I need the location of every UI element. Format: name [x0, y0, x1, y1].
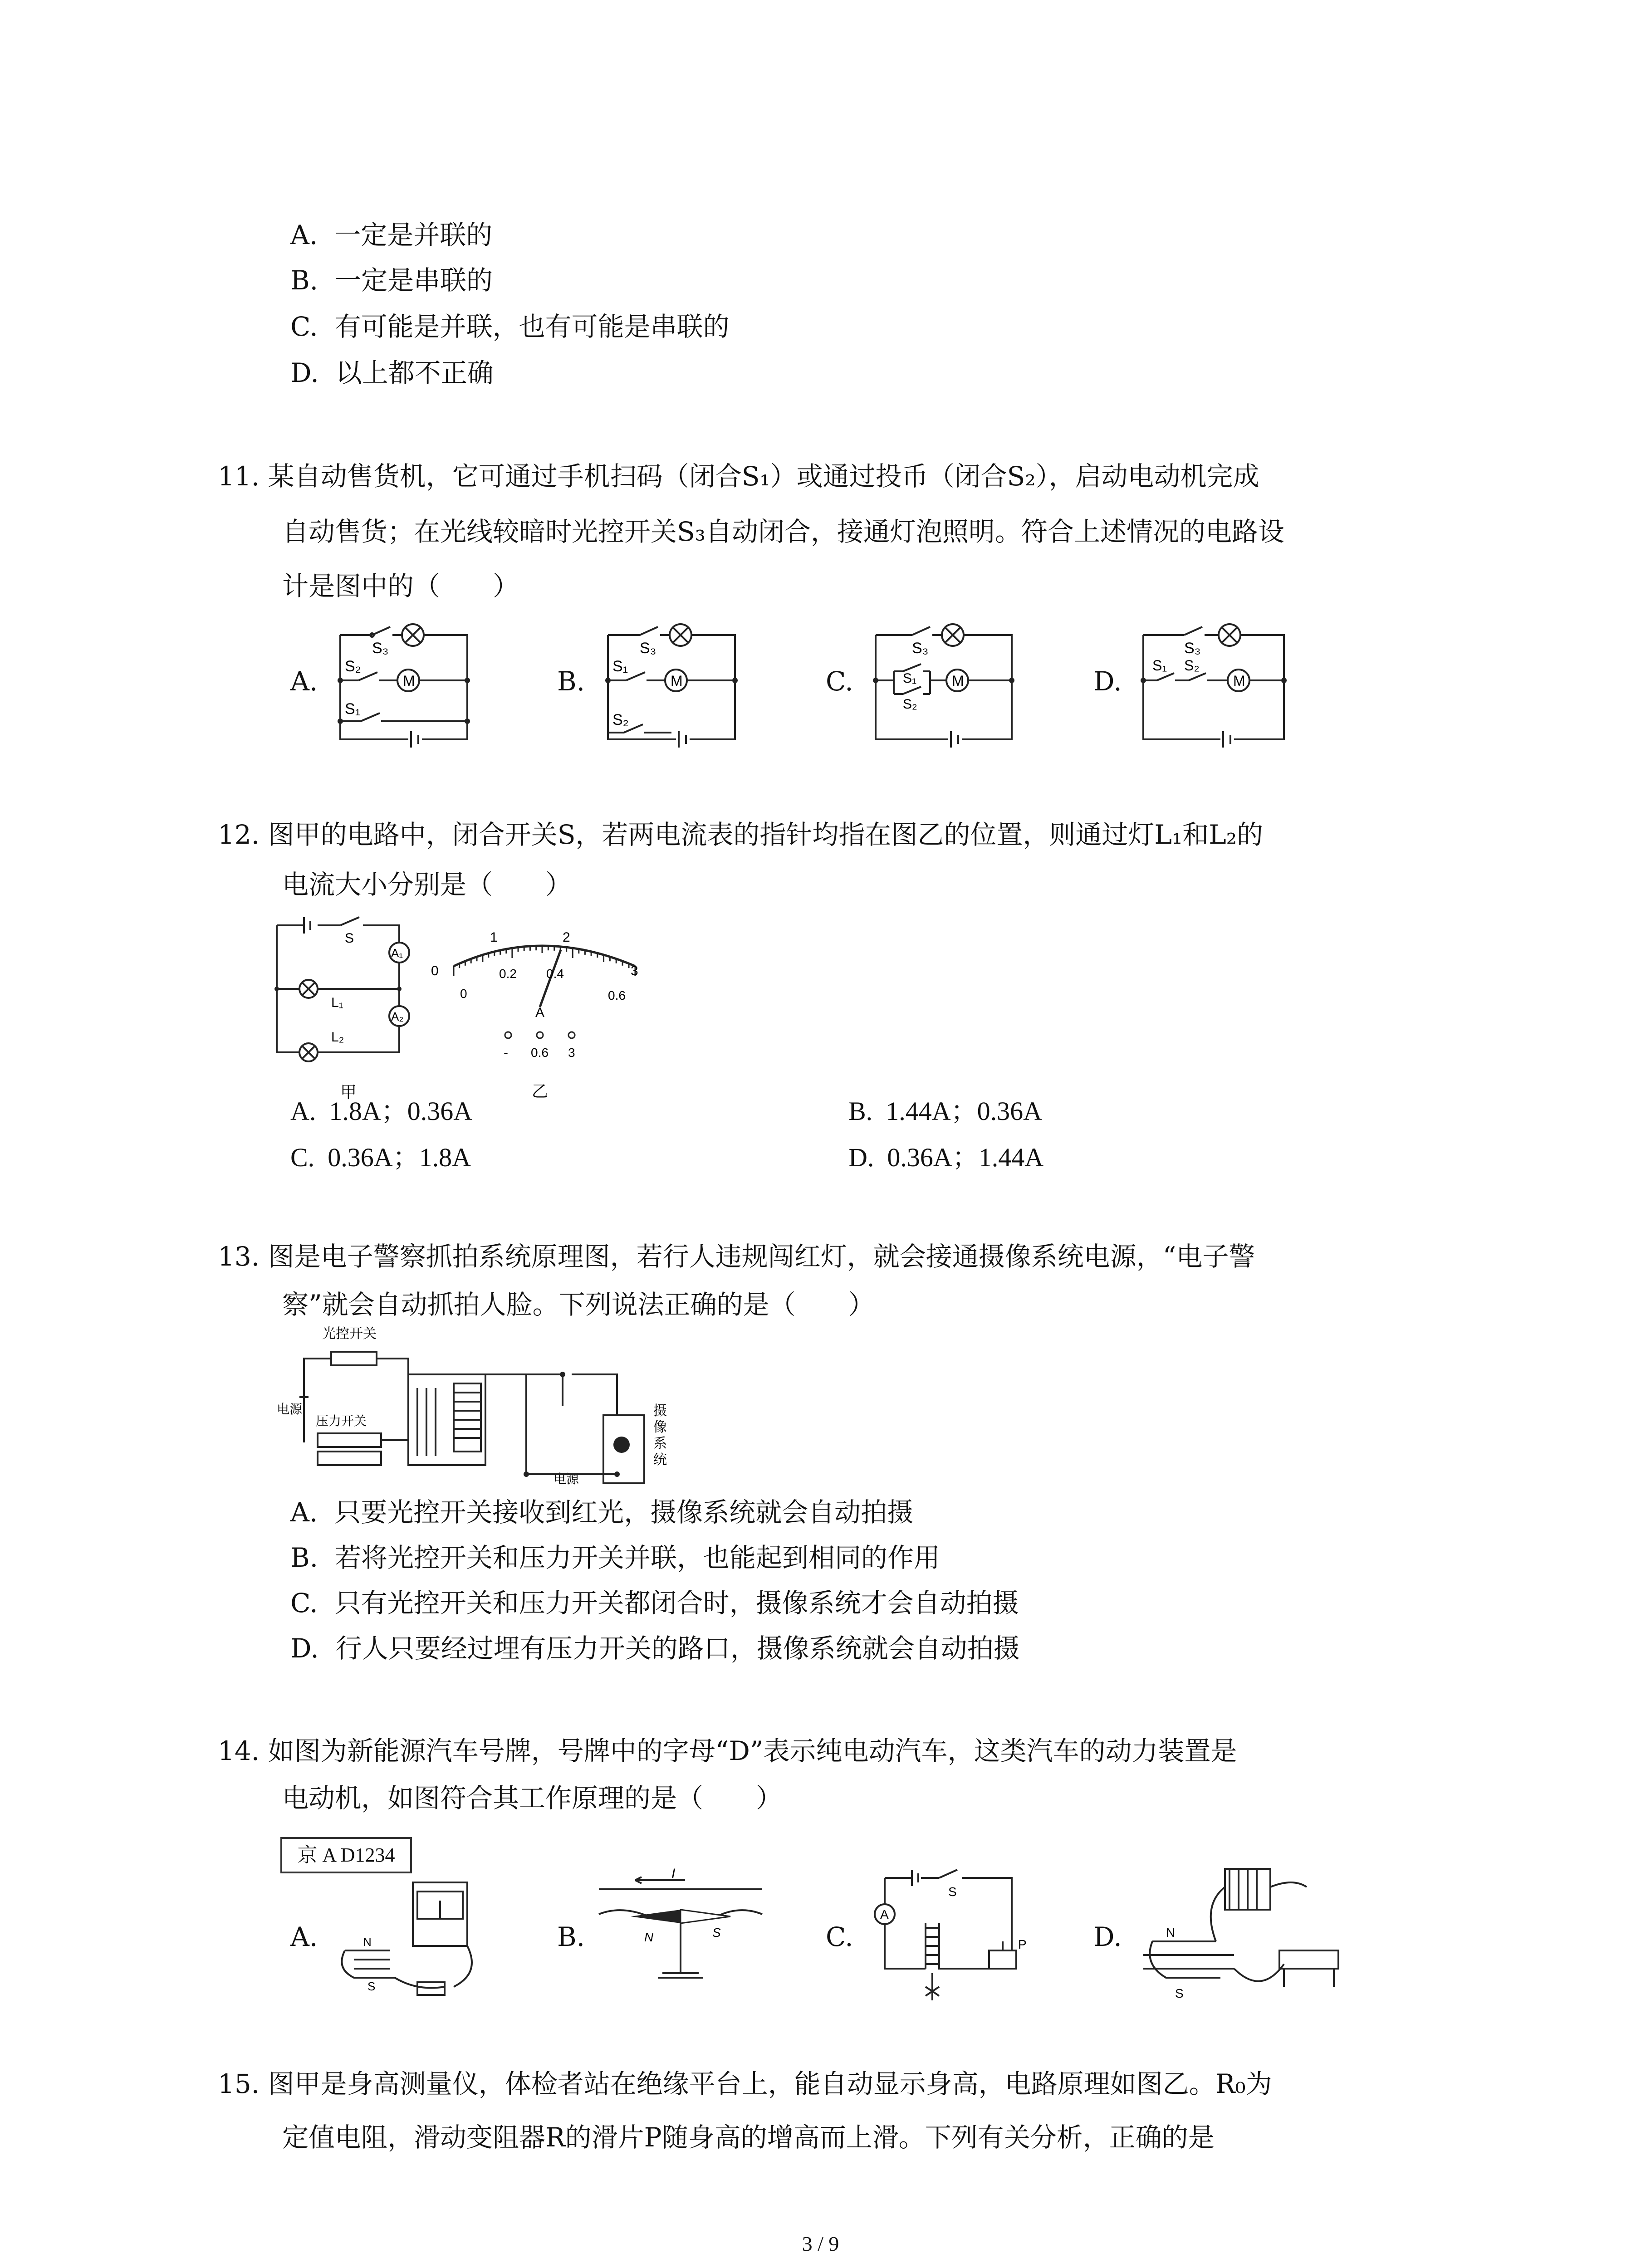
option-text: 0.36A；1.44A — [887, 1143, 1044, 1172]
option-label: A. — [290, 220, 318, 250]
s1-label: S₁ — [903, 671, 917, 686]
magnet-s-label: S — [1175, 1986, 1184, 2000]
needle-n-label: N — [644, 1930, 654, 1944]
ammeter-a2-label: A₂ — [391, 1010, 404, 1023]
fig-yi-label: 乙 — [532, 1082, 549, 1100]
q10-option-b — [290, 262, 493, 298]
q13-option-c — [290, 1585, 1019, 1621]
q14-option-a-label: A. — [290, 1921, 318, 1952]
s3-label: S₃ — [372, 640, 389, 657]
q11-stem-line-1 — [218, 458, 1259, 494]
q11-option-a-label: A. — [290, 666, 318, 697]
option-text: 只要光控开关接收到红光，摄像系统就会自动拍摄 — [334, 1497, 914, 1528]
option-text: 1.8A；0.36A — [329, 1096, 473, 1126]
small-scale-0: 0 — [460, 987, 467, 1001]
q12-ammeter-yi — [426, 916, 662, 1107]
q12-stem-line-1 — [218, 816, 1263, 853]
option-label: D. — [848, 1143, 874, 1172]
q14-figure-b — [594, 1864, 767, 1996]
q11-circuit-c — [871, 608, 1016, 748]
option-text: 1.44A；0.36A — [886, 1096, 1042, 1126]
q11-stem-line-2: 自动售货；在光线较暗时光控开关S₃自动闭合，接通灯泡照明。符合上述情况的电路设 — [282, 516, 1284, 547]
s3-label: S₃ — [1184, 640, 1201, 657]
page-number: 3 / 9 — [802, 2232, 839, 2255]
motor-label: M — [403, 673, 415, 689]
question-text: 图甲的电路中，闭合开关S，若两电流表的指针均指在图乙的位置，则通过灯L₁和L₂的 — [268, 819, 1263, 850]
s1-label: S₁ — [1152, 657, 1167, 674]
s2-label: S₂ — [903, 697, 917, 712]
meter-unit: A — [535, 1005, 545, 1020]
q11-circuit-a — [336, 608, 472, 748]
big-scale-0: 0 — [431, 963, 439, 978]
magnet-n-label: N — [1166, 1926, 1176, 1940]
power-bottom-label: 电源 — [554, 1472, 579, 1486]
switch-s-label: S — [345, 931, 354, 946]
question-text: 某自动售货机，它可通过手机扫码（闭合S₁）或通过投币（闭合S₂），启动电动机完成 — [268, 461, 1259, 492]
q11-circuit-d — [1139, 608, 1288, 748]
question-text: 图是电子警察抓拍系统原理图，若行人违规闯红灯，就会接通摄像系统电源，“电子警 — [268, 1241, 1255, 1272]
q12-option-c — [290, 1139, 471, 1176]
q14-option-d-label: D. — [1093, 1921, 1122, 1952]
q11-circuit-b — [603, 608, 740, 748]
slider-p-label: P — [1018, 1937, 1027, 1951]
option-text: 一定是串联的 — [334, 265, 493, 296]
option-text: 若将光控开关和压力开关并联，也能起到相同的作用 — [334, 1542, 940, 1573]
question-number: 14. — [218, 1735, 260, 1766]
option-text: 以上都不正确 — [335, 357, 494, 388]
terminal-minus: - — [504, 1045, 508, 1060]
s2-label: S₂ — [612, 711, 629, 728]
q10-option-c — [290, 308, 730, 345]
license-plate: 京 A D1234 — [280, 1837, 412, 1873]
s2-label: S₂ — [345, 658, 361, 675]
pressure-switch-label: 压力开关 — [316, 1414, 367, 1428]
option-label: B. — [290, 265, 318, 296]
s2-label: S₂ — [1184, 657, 1200, 674]
lamp-l2-label: L₂ — [331, 1030, 344, 1045]
small-scale-3: 0.6 — [608, 988, 626, 1002]
camera-label-3: 系 — [653, 1436, 667, 1451]
q14-stem-line-1 — [218, 1733, 1237, 1769]
q13-option-a — [290, 1494, 913, 1530]
camera-label-4: 统 — [653, 1452, 667, 1467]
big-scale-2: 2 — [563, 930, 570, 945]
camera-label-2: 像 — [653, 1420, 667, 1435]
current-i-label: I — [671, 1866, 676, 1881]
q10-option-a — [290, 217, 492, 253]
option-text: 一定是并联的 — [334, 220, 493, 250]
option-text: 只有光控开关和压力开关都闭合时，摄像系统才会自动拍摄 — [334, 1588, 1019, 1618]
magnet-n-label: N — [363, 1935, 372, 1949]
q10-option-d — [290, 355, 494, 391]
big-scale-1: 1 — [490, 930, 498, 945]
q14-figure-d — [1134, 1860, 1361, 2005]
small-scale-2: 0.4 — [546, 967, 564, 981]
question-number: 13. — [218, 1241, 260, 1272]
small-scale-1: 0.2 — [499, 967, 517, 981]
power-left-label: 电源 — [277, 1402, 303, 1416]
option-label: B. — [848, 1096, 873, 1126]
big-scale-3: 3 — [631, 963, 638, 978]
q14-option-b-label: B. — [557, 1921, 585, 1952]
option-text: 0.36A；1.8A — [328, 1143, 471, 1172]
option-label: C. — [290, 1588, 318, 1618]
q12-option-b — [848, 1093, 1042, 1129]
option-label: D. — [290, 357, 319, 388]
needle-s-label: S — [712, 1926, 721, 1940]
magnet-s-label: S — [367, 1980, 376, 1993]
question-number: 11. — [218, 461, 260, 492]
option-label: C. — [290, 1143, 315, 1172]
question-number: 12. — [218, 819, 260, 850]
q13-circuit-diagram — [272, 1325, 681, 1497]
q11-stem-line-3: 计是图中的（ ） — [282, 571, 519, 601]
q12-option-a — [290, 1093, 472, 1129]
s3-label: S₃ — [640, 640, 656, 657]
q11-option-d-label: D. — [1093, 666, 1122, 697]
motor-label: M — [671, 673, 683, 689]
q12-stem-line-2: 电流大小分别是（ ） — [282, 869, 572, 900]
option-text: 有可能是并联，也有可能是串联的 — [334, 311, 730, 342]
question-number: 15. — [218, 2068, 260, 2099]
s1-label: S₁ — [612, 658, 628, 675]
camera-label-1: 摄 — [653, 1403, 667, 1418]
fig-jia-label: 甲 — [340, 1083, 357, 1101]
motor-label: M — [952, 673, 964, 689]
q14-figure-a — [327, 1873, 490, 2005]
q14-figure-c — [867, 1860, 1039, 2005]
q13-stem-line-1 — [218, 1238, 1255, 1275]
s1-label: S₁ — [345, 700, 361, 718]
q12-circuit-jia — [272, 916, 426, 1107]
q12-option-d — [848, 1139, 1043, 1176]
question-text: 图甲是身高测量仪，体检者站在绝缘平台上，能自动显示身高，电路原理如图乙。R₀为 — [268, 2068, 1272, 2099]
option-label: A. — [290, 1096, 316, 1126]
option-label: D. — [290, 1633, 319, 1664]
light-switch-label: 光控开关 — [322, 1326, 377, 1341]
q14-option-c-label: C. — [826, 1921, 853, 1952]
q13-stem-line-2: 察”就会自动抓拍人脸。下列说法正确的是（ ） — [282, 1289, 875, 1320]
s3-label: S₃ — [912, 640, 929, 657]
q14-stem-line-2: 电动机，如图符合其工作原理的是（ ） — [282, 1783, 783, 1813]
q11-option-b-label: B. — [557, 666, 585, 697]
option-label: C. — [290, 311, 318, 342]
q11-option-c-label: C. — [826, 666, 853, 697]
switch-s-label: S — [948, 1885, 957, 1899]
terminal-3: 3 — [568, 1046, 575, 1060]
option-text: 行人只要经过埋有压力开关的路口，摄像系统就会自动拍摄 — [335, 1633, 1020, 1664]
q13-option-b — [290, 1540, 940, 1576]
motor-label: M — [1233, 673, 1245, 689]
terminal-0-6: 0.6 — [531, 1046, 549, 1060]
lamp-l1-label: L₁ — [331, 995, 343, 1010]
q15-stem-line-1 — [218, 2066, 1272, 2102]
option-label: A. — [290, 1497, 318, 1528]
q13-option-d — [290, 1630, 1020, 1667]
option-label: B. — [290, 1542, 318, 1573]
q15-stem-line-2: 定值电阻，滑动变阻器R的滑片P随身高的增高而上滑。下列有关分析，正确的是 — [282, 2122, 1215, 2153]
ammeter-symbol: A — [880, 1907, 889, 1921]
ammeter-a1-label: A₁ — [391, 946, 403, 960]
question-text: 如图为新能源汽车号牌，号牌中的字母“D”表示纯电动汽车，这类汽车的动力装置是 — [268, 1735, 1237, 1766]
